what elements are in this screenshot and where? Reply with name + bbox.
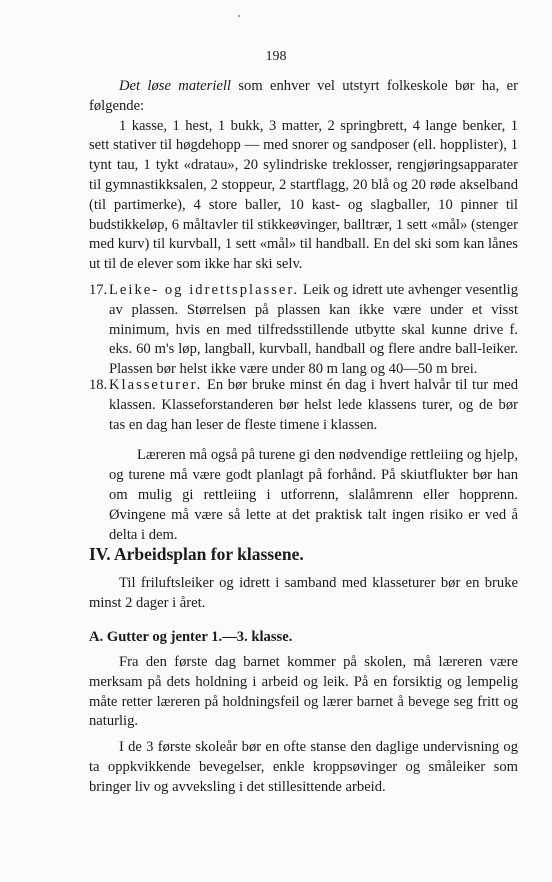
equipment-section bbox=[89, 77, 518, 275]
item-18-text: En bør bruke minst én dag i hvert halvår til tur med klassen. Klasseforstanderen bør helst lede klassens turer, og de bør tas en dag han leser de fleste timene i klassen. bbox=[109, 377, 518, 433]
page-number: 198 bbox=[265, 49, 287, 64]
item-18-paragraph bbox=[89, 376, 518, 435]
subsection-a-heading: A. Gutter og jenter 1.—3. klasse. bbox=[89, 629, 293, 645]
item-17 bbox=[89, 281, 518, 380]
item-18-number: 18. bbox=[89, 377, 108, 393]
item-17-text: Leik og idrett ute avhenger vesentlig av plassen. Størrelsen på plassen kan ikke være under et visst minimum, hvis en med tilfredsstillende utbytte skal kunne drive f. eks. 60 m's løp, langball, kurvball, handball og flere andre ball-leiker. Plassen bør helst ikke være under 80 m lang og 40—50 m brei. bbox=[109, 282, 518, 378]
equipment-intro bbox=[89, 77, 518, 117]
subsection-a-paragraph-1: Fra den første dag barnet kommer på skolen, må læreren være merksam på dets holdning i arbeid og leik. På en forsiktig og lempelig måte retter læreren på holdningsfeil og lærer barnet å bevege seg fritt og naturlig. bbox=[89, 654, 518, 730]
item-17-number: 17. bbox=[89, 282, 108, 298]
item-18-title: Klasseturer. bbox=[109, 377, 203, 393]
subsection-a-body bbox=[89, 653, 518, 798]
section-iv-intro: Til friluftsleiker og idrett i samband med klasseturer bør en bruke minst 2 dager i året. bbox=[89, 575, 518, 611]
section-iv-intro-block bbox=[89, 574, 518, 614]
item-18 bbox=[89, 376, 518, 545]
equipment-lead-text: som enhver vel utstyrt folkeskole bør ha, er følgende: bbox=[89, 78, 518, 114]
item-17-title: Leike- og idrettsplasser. bbox=[109, 282, 300, 298]
equipment-lead-italic: Det løse materiell bbox=[119, 78, 231, 94]
item-18-paragraph-2: Læreren må også på turene gi den nødvendige rettleiing og hjelp, og turene må være godt planlagt på forhånd. På skiutflukter bør han om mulig gi rettleiing i utforrenn, slalåmrenn eller hopprenn. Øvingene må være så lette at det praktisk talt ingen risiko er ved å delta i dem. bbox=[109, 447, 518, 543]
item-17-paragraph bbox=[89, 281, 518, 380]
paper-speck bbox=[238, 15, 240, 17]
subsection-a-paragraph-2: I de 3 første skoleår bør en ofte stanse den daglige undervisning og ta oppkvikkende bevegelser, enkle kroppsøvinger og småleiker som bringer liv og avveksling i det stillesittende arbeid. bbox=[89, 739, 518, 795]
equipment-list: 1 kasse, 1 hest, 1 bukk, 3 matter, 2 springbrett, 4 lange benker, 1 sett stativer til høgdehopp — med snorer og sandposer (ell. hopplister), 1 tynt tau, 1 tykt «dratau», 20 sylindriske treklosser, rengjøringsapparater til gymnastikksalen, 2 stoppeur, 2 startflagg, 20 blå og 20 røde akselband (til partimerke), 4 store baller, 10 kast- og slagballer, 10 pinner til budstikkeløp, 6 måltavler til stikkeøvinger, balltrær, 1 sett «mål» (stenger med kurv) til kurvball, 1 sett «mål» til handball. En del ski som kan lånes ut til de elever som ikke har ski selv. bbox=[89, 117, 518, 273]
section-iv-heading: IV. Arbeidsplan for klassene. bbox=[89, 544, 304, 564]
